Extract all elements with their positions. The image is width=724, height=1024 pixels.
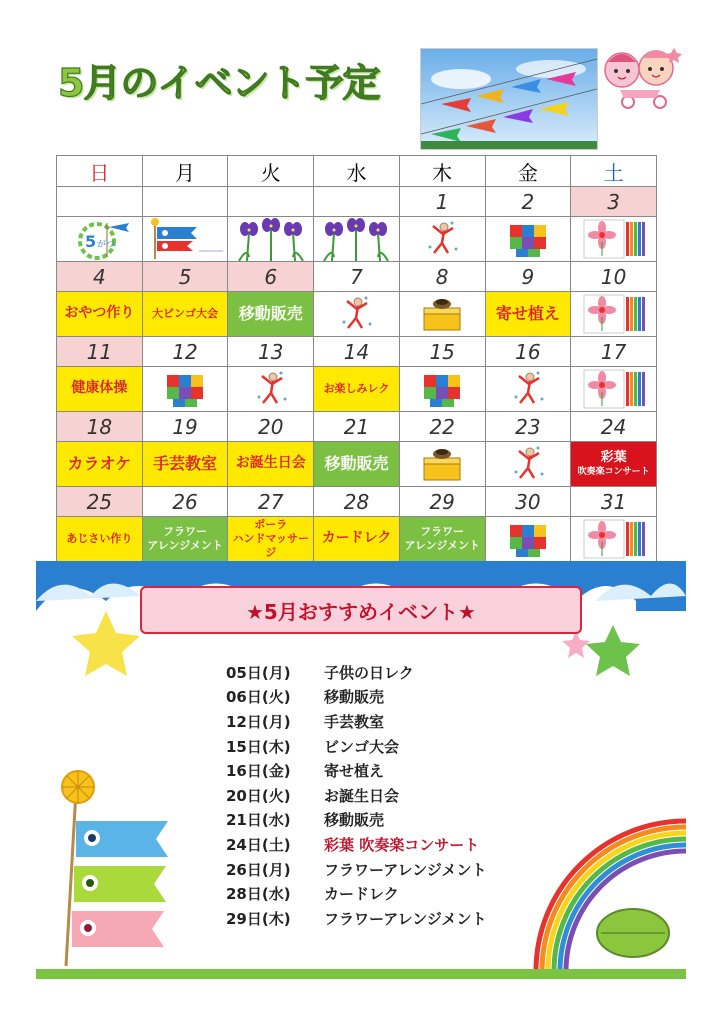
puzzle-icon: [486, 517, 571, 561]
event-cell: [399, 517, 485, 562]
event-cell: [314, 442, 400, 487]
event-cell: [571, 217, 657, 262]
recommend-title: ★5月おすすめイベント★: [246, 599, 476, 624]
event-cell: [314, 367, 400, 412]
event-label: [143, 292, 228, 336]
recommend-item: [226, 783, 546, 808]
event-label-text: フラワー: [420, 525, 465, 539]
event-cell: [228, 367, 314, 412]
date-cell: 21: [314, 412, 400, 442]
event-calendar: [56, 155, 657, 562]
event-label-text: お楽しみレク: [323, 382, 390, 396]
exercise-figure-icon: [400, 217, 485, 261]
date-cell: 2: [485, 187, 571, 217]
date-cell: 31: [571, 487, 657, 517]
flower-pencils-icon: [571, 367, 656, 411]
date-cell: 4: [57, 262, 143, 292]
event-label: [143, 442, 228, 486]
recommend-date: 28日(水): [226, 885, 291, 904]
event-row: [57, 442, 657, 487]
event-label: [314, 517, 399, 561]
date-row: [57, 337, 657, 367]
event-cell: [142, 367, 228, 412]
event-label-text-2: アレンジメント: [404, 539, 480, 552]
event-cell: [57, 292, 143, 337]
weekday-fri: 金: [485, 156, 571, 187]
date-cell: 15: [399, 337, 485, 367]
event-label-text: ポーラ: [254, 518, 288, 532]
date-cell: 6: [228, 262, 314, 292]
event-cell: [399, 217, 485, 262]
recommend-list: [226, 660, 546, 931]
event-label: [400, 517, 485, 561]
recommend-date: 21日(水): [226, 811, 291, 830]
recommend-item: [226, 881, 546, 906]
date-cell: 8: [399, 262, 485, 292]
event-cell: [571, 517, 657, 562]
event-cell: [399, 442, 485, 487]
date-cell: 27: [228, 487, 314, 517]
date-cell: 14: [314, 337, 400, 367]
date-cell: 28: [314, 487, 400, 517]
event-cell: [399, 367, 485, 412]
date-cell: [57, 187, 143, 217]
date-cell: 19: [142, 412, 228, 442]
date-row: [57, 262, 657, 292]
event-cell: [57, 367, 143, 412]
event-label-text: フラワー: [163, 525, 208, 539]
event-label: [57, 367, 142, 411]
recommend-item: [226, 758, 546, 783]
svg-text:がつ: がつ: [97, 240, 116, 250]
event-cell: [399, 292, 485, 337]
event-cell: [228, 217, 314, 262]
event-label-text-2: 吹奏楽コンサート: [577, 466, 650, 477]
event-cell: [142, 292, 228, 337]
event-label-text: カラオケ: [67, 454, 132, 473]
event-cell: [485, 292, 571, 337]
recommend-event: 子供の日レク: [324, 663, 414, 682]
event-label: [57, 292, 142, 336]
date-cell: 17: [571, 337, 657, 367]
recommend-item: [226, 906, 546, 931]
date-cell: 5: [142, 262, 228, 292]
event-label-text: 寄せ植え: [495, 304, 560, 323]
recommend-date: 24日(土): [226, 835, 291, 854]
recommend-event: お誕生日会: [324, 786, 400, 805]
date-row: [57, 187, 657, 217]
event-cell: [485, 517, 571, 562]
recommend-item: [226, 709, 546, 734]
recommend-date: 15日(木): [226, 737, 291, 756]
date-cell: [314, 187, 400, 217]
weekday-thu: 木: [399, 156, 485, 187]
date-cell: 25: [57, 487, 143, 517]
date-cell: [142, 187, 228, 217]
event-cell: [228, 292, 314, 337]
date-cell: 13: [228, 337, 314, 367]
recommend-date: 16日(金): [226, 762, 291, 781]
event-cell: [314, 517, 400, 562]
event-label: [57, 442, 142, 486]
kodomo-no-hi-logo-icon: [57, 217, 142, 261]
event-cell: [485, 217, 571, 262]
iris-flowers-icon: [228, 217, 313, 261]
event-label-text: お誕生日会: [235, 455, 306, 472]
event-label-text-2: ハンドマッサージ: [232, 532, 310, 559]
date-cell: 16: [485, 337, 571, 367]
date-cell: 24: [571, 412, 657, 442]
date-cell: 23: [485, 412, 571, 442]
event-label: [486, 292, 571, 336]
event-cell: [571, 292, 657, 337]
event-cell: [57, 217, 143, 262]
recommend-date: 29日(木): [226, 909, 291, 928]
recommend-event: ビンゴ大会: [324, 737, 400, 756]
recommend-item: [226, 808, 546, 833]
weekday-tue: 火: [228, 156, 314, 187]
recommend-item: [226, 857, 546, 882]
date-cell: 1: [399, 187, 485, 217]
recommend-date: 20日(火): [226, 786, 291, 805]
event-label: [143, 517, 228, 561]
event-label-text: カードレク: [321, 530, 392, 547]
event-cell: [142, 517, 228, 562]
event-cell: [142, 442, 228, 487]
flower-pencils-icon: [571, 517, 656, 561]
recommend-event: フラワーアレンジメント: [324, 909, 487, 928]
tea-set-icon: [400, 292, 485, 336]
event-label-text: 手芸教室: [153, 454, 218, 473]
event-cell: [228, 442, 314, 487]
recommend-date: 06日(火): [226, 688, 291, 707]
event-cell: [485, 442, 571, 487]
event-label-text: 移動販売: [324, 454, 389, 473]
koinobori-photo: [420, 48, 598, 150]
event-cell: [485, 367, 571, 412]
exercise-figure-icon: [486, 442, 571, 486]
puzzle-icon: [486, 217, 571, 261]
tea-set-icon: [400, 442, 485, 486]
puzzle-icon: [400, 367, 485, 411]
event-label-text: 健康体操: [71, 380, 128, 397]
event-cell: [314, 292, 400, 337]
date-cell: 26: [142, 487, 228, 517]
recommend-event: フラワーアレンジメント: [324, 860, 487, 879]
event-label-text: 大ビンゴ大会: [152, 307, 219, 321]
iris-flowers-icon: [314, 217, 399, 261]
date-cell: 18: [57, 412, 143, 442]
weekday-wed: 水: [314, 156, 400, 187]
event-row: [57, 292, 657, 337]
date-cell: 20: [228, 412, 314, 442]
event-cell: [57, 517, 143, 562]
event-label-text: おやつ作り: [64, 305, 135, 322]
date-cell: 7: [314, 262, 400, 292]
recommend-date: 12日(月): [226, 712, 291, 731]
event-label: [571, 442, 656, 486]
page-title: 5月のイベント予定: [58, 61, 380, 105]
recommend-event: 移動販売: [324, 811, 385, 830]
event-label: [314, 367, 399, 411]
recommend-item: [226, 685, 546, 710]
weekday-mon: 月: [142, 156, 228, 187]
recommend-title-box: [140, 586, 582, 634]
event-row: [57, 367, 657, 412]
flower-pencils-icon: [571, 292, 656, 336]
weekday-header-row: [57, 156, 657, 187]
date-cell: 3: [571, 187, 657, 217]
event-label: [228, 517, 313, 561]
recommend-date: 05日(月): [226, 663, 291, 682]
koinobori-icon: [143, 217, 228, 261]
recommend-event: 彩葉 吹奏楽コンサート: [324, 835, 480, 854]
event-row: [57, 517, 657, 562]
exercise-figure-icon: [314, 292, 399, 336]
recommend-event: 手芸教室: [324, 712, 385, 731]
mascot-characters-icon: [598, 44, 682, 110]
event-cell: [228, 517, 314, 562]
date-row: [57, 412, 657, 442]
date-cell: 11: [57, 337, 143, 367]
event-label: [228, 442, 313, 486]
event-cell: [571, 442, 657, 487]
event-label-text: あじさい作り: [66, 532, 133, 546]
recommend-event: カードレク: [324, 885, 399, 904]
date-cell: [228, 187, 314, 217]
date-cell: 9: [485, 262, 571, 292]
recommend-date: 26日(月): [226, 860, 291, 879]
recommend-item: [226, 832, 546, 857]
event-label: [228, 292, 313, 336]
date-cell: 10: [571, 262, 657, 292]
event-label: [314, 442, 399, 486]
event-row: [57, 217, 657, 262]
weekday-sat: 土: [571, 156, 657, 187]
puzzle-icon: [143, 367, 228, 411]
date-cell: 12: [142, 337, 228, 367]
recommend-item: [226, 734, 546, 759]
event-label-text: 彩葉: [600, 450, 627, 466]
recommend-event: 寄せ植え: [324, 762, 385, 781]
date-cell: 22: [399, 412, 485, 442]
recommend-event: 移動販売: [324, 688, 385, 707]
date-cell: 29: [399, 487, 485, 517]
exercise-figure-icon: [228, 367, 313, 411]
date-cell: 30: [485, 487, 571, 517]
event-label-text-2: アレンジメント: [147, 539, 223, 552]
recommend-item: [226, 660, 546, 685]
event-label: [57, 517, 142, 561]
exercise-figure-icon: [486, 367, 571, 411]
event-label-text: 移動販売: [238, 304, 303, 323]
event-cell: [314, 217, 400, 262]
flower-pencils-icon: [571, 217, 656, 261]
event-cell: [142, 217, 228, 262]
svg-text:5: 5: [85, 232, 97, 251]
weekday-sun: 日: [57, 156, 143, 187]
date-row: [57, 487, 657, 517]
event-cell: [571, 367, 657, 412]
event-cell: [57, 442, 143, 487]
